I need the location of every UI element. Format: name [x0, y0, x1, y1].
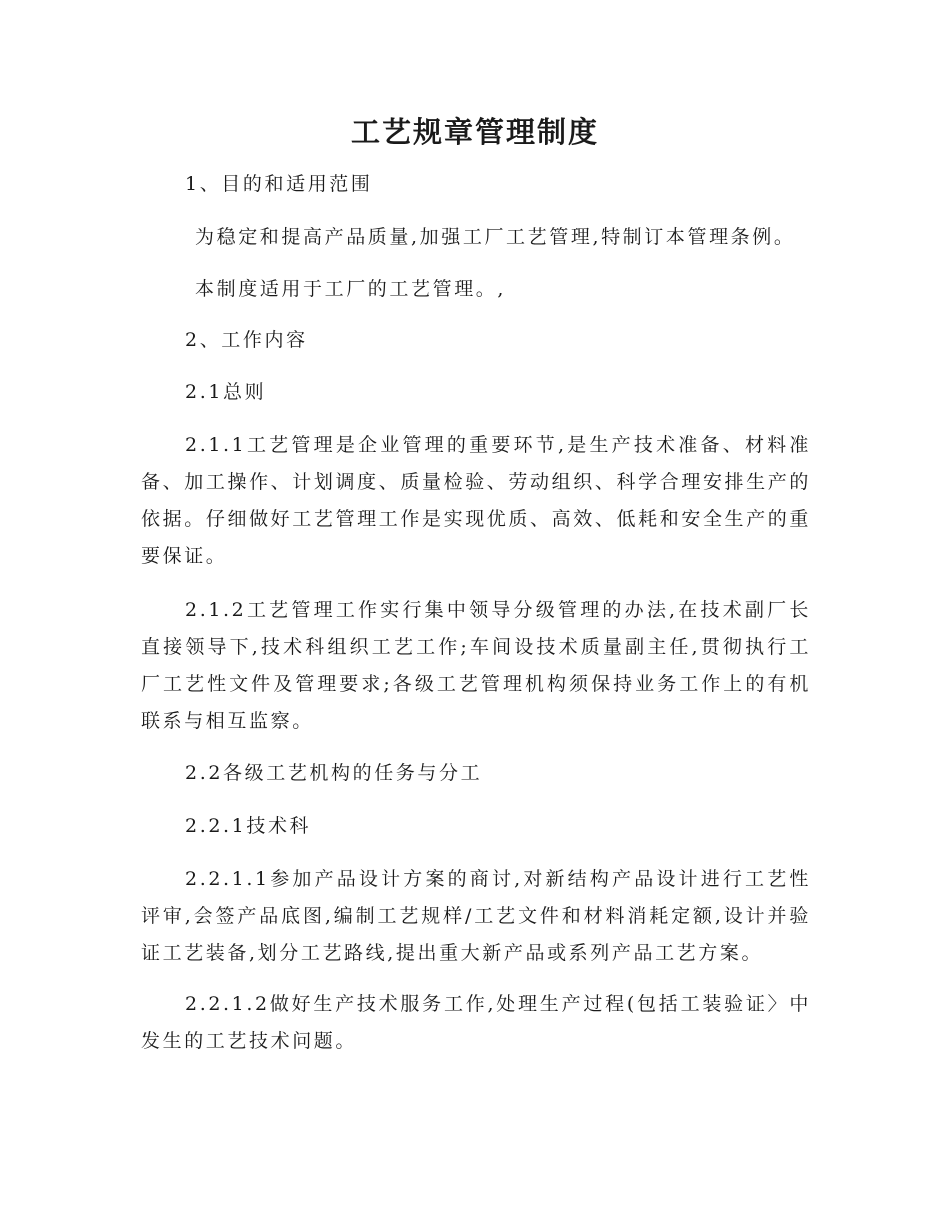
- section-heading-work-content: 2、工作内容: [185, 329, 308, 351]
- paragraph-2-1-1: 2.1.1工艺管理是企业管理的重要环节,是生产技术准备、材料准备、加工操作、计划调度、质量检验、劳动组织、科学合理安排生产的依据。仔细做好工艺管理工作是实现优质、高效、低耗和安全生产的重要保证。: [141, 434, 811, 567]
- section-heading-purpose: 1、目的和适用范围: [185, 173, 373, 195]
- document-title: 工艺规章管理制度: [350, 115, 599, 149]
- paragraph-2-2-1-1: 2.2.1.1参加产品设计方案的商讨,对新结构产品设计进行工艺性评审,会签产品底图,编制工艺规样/工艺文件和材料消耗定额,设计并验证工艺装备,划分工艺路线,提出重大新产品或系列产品工艺方案。: [141, 868, 811, 964]
- section-heading-2-2-1: 2.2.1技术科: [185, 815, 312, 837]
- section-heading-general: 2.1总则: [185, 381, 267, 403]
- paragraph-2-1-2: 2.1.2工艺管理工作实行集中领导分级管理的办法,在技术副厂长直接领导下,技术科组织工艺工作;车间设技术质量副主任,贯彻执行工厂工艺性文件及管理要求;各级工艺管理机构须保持业务工作上的有机联系与相互监察。: [141, 599, 811, 732]
- paragraph-scope: 本制度适用于工厂的工艺管理。,: [195, 278, 507, 300]
- paragraph-2-2-1-2: 2.2.1.2做好生产技术服务工作,处理生产过程(包括工装验证〉中发生的工艺技术问题。: [141, 993, 811, 1052]
- section-heading-2-2: 2.2各级工艺机构的任务与分工: [185, 762, 483, 784]
- paragraph-purpose: 为稳定和提高产品质量,加强工厂工艺管理,特制订本管理条例。: [195, 226, 796, 248]
